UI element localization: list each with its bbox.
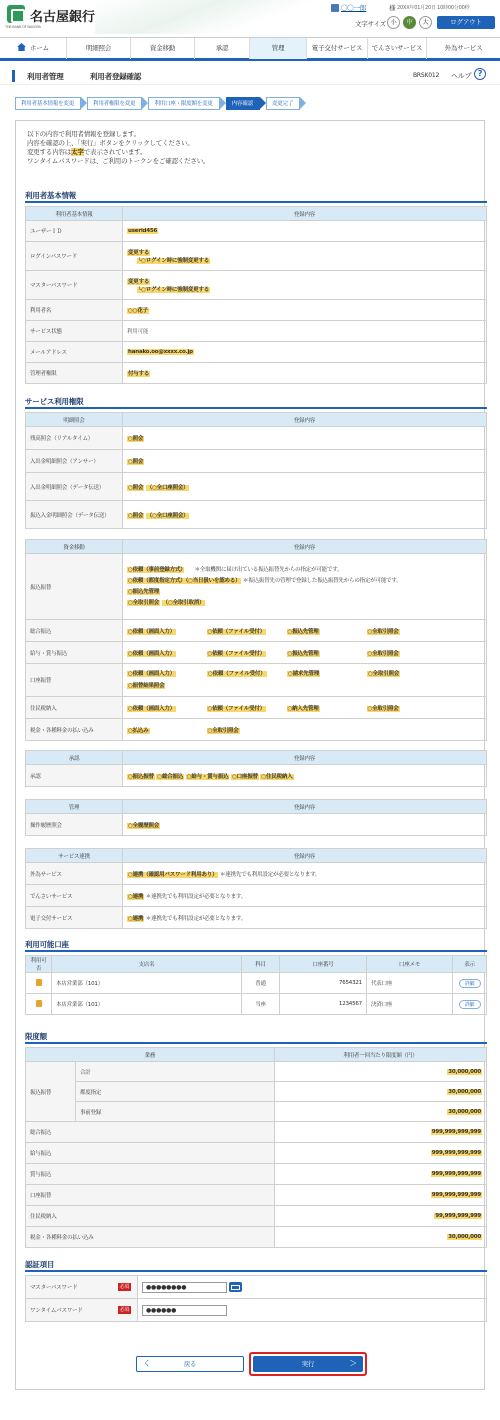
row-value [274,1206,486,1227]
perm-value: ○照会 [128,512,144,519]
row-value [274,1062,486,1082]
limits-h1: 業務 [26,1048,275,1062]
table-row [26,814,487,836]
intro-line-2: 内容を確認の上、「実行」ボタンをクリックしてください。 [27,139,194,147]
row-label: 承認 [26,765,123,787]
acc-h: 支店名 [52,956,242,973]
table-row [26,473,487,501]
limit-value: 30,000,000 [448,1234,481,1240]
renkei-h2: 登録内容 [123,849,487,863]
row-label: 給与振込 [26,1143,275,1164]
otp-input[interactable]: ●●●●●● [142,1305,227,1316]
row-value [123,907,487,929]
intro-bold: 太字 [71,148,84,156]
acc-h: 科目 [242,956,280,973]
manage-h2: 登録内容 [123,800,487,814]
row-value [123,814,487,836]
perm-value: ○振込先管理 [287,650,319,657]
row-value [123,363,487,384]
chevron-right-icon: ＞ [349,1359,357,1368]
row-label: 外為サービス [26,863,123,885]
table-row [26,342,487,363]
row-value [123,554,487,620]
perm-value: ○納入先管理 [287,705,319,712]
perm-value: ○依頼（画面入力） [128,628,175,635]
font-large-button[interactable]: 大 [419,16,432,29]
auth-table [25,1275,487,1322]
row-value [123,427,487,450]
user-suffix: 様 [389,4,396,12]
perm-value: ○請求先管理 [288,671,320,677]
table-row [26,1206,487,1227]
user-name[interactable]: 〇〇一郎 [341,4,367,12]
step-4-current: 内容確認 [226,97,260,110]
back-button[interactable] [136,1356,244,1372]
cell [203,642,283,664]
acc-h: 表示 [453,956,487,973]
table-row [26,427,487,450]
account-check-icon [36,979,42,986]
user-icon [331,4,339,12]
row-value [123,271,487,300]
screen-code: BRSK012 [413,72,440,79]
step-3: 利用口座・限度額を変更 [148,97,219,110]
row-value [274,1227,486,1248]
cell [123,697,203,719]
intro-line-4: ワンタイムパスワードは、ご利用のトークンをご確認ください。 [27,157,210,165]
basic-h2: 登録内容 [123,207,487,221]
limit-value: 30,000,000 [448,1068,481,1075]
bank-name: 名古屋銀行 [30,10,96,25]
row-value [274,1164,486,1185]
perm-value: ○口座振替 [232,773,258,780]
row-label: 口座振替 [26,1185,275,1206]
account-number: 7654321 [280,973,367,994]
row-label: 操作履歴照会 [26,814,123,836]
fund-h2: 登録内容 [123,540,487,554]
table-row [26,450,487,473]
table-row [26,242,487,271]
limits-title: 限度額 [25,1032,47,1041]
basic-info-table [25,206,487,384]
row-label: 残高照会（リアルタイム） [26,427,123,450]
section-title: 利用者管理 [27,72,64,81]
row-label: 振込振替 [26,1062,76,1122]
bank-logo-icon [7,5,25,23]
chevron-left-icon: く [143,1359,151,1368]
branch: 本店営業部（101） [52,994,242,1015]
perm-value: ○総合振込 [157,773,184,780]
account-number: 1234567 [280,994,367,1015]
cell [203,697,283,719]
furikomi-kanri: ○振込先管理 [128,588,160,595]
basic-info-title: 利用者基本情報 [25,191,77,200]
main-nav [0,37,500,61]
row-label: メールアドレス [26,342,123,363]
account-memo: 代表口座 [367,973,453,994]
table-row [26,620,487,642]
acc-h: 利用可否 [26,956,52,973]
software-keyboard-icon[interactable] [229,1282,242,1292]
nav-shonin[interactable]: 承認 [195,38,250,59]
nav-kanri[interactable]: 管理 [250,38,307,59]
intro-line-3 [27,148,209,157]
perm-value: ○振込先管理 [287,628,319,635]
table-row [26,719,487,741]
approval-h2: 登録内容 [123,751,487,765]
subject: 普通 [242,973,280,994]
table-row [26,321,487,342]
row-label: 入出金明細照会（データ伝送） [26,473,123,501]
header-decoration [95,0,325,34]
table-row [26,1276,487,1299]
row-label: 口座振替 [26,664,123,697]
perm-value: ○全履歴照会 [128,822,160,829]
master-pw-change: 変更する [128,279,150,285]
table-row [26,1185,487,1206]
help-link[interactable]: ヘルプ [451,72,472,80]
renkei-note: ＊連携先でも利用設定が必要となります。 [145,915,247,922]
back-label: 戻る [183,1360,197,1368]
fund-table [25,539,487,741]
perm-value: ○連携 [128,893,144,900]
cell [283,697,363,719]
perm-value: ○依頼（ファイル受付） [208,671,266,677]
row-label: ユーザーＩＤ [26,221,123,242]
limit-value: 99,999,999,999 [435,1213,481,1219]
row-label: ログインパスワード [26,242,123,271]
login-datetime: 20XX年01月20日 10時00分00秒 [397,5,470,11]
furikomi-jizen: ○依頼（事前登録方式） [128,566,183,573]
row-value [274,1122,486,1143]
row-value [123,885,487,907]
table-row [26,697,487,719]
row-label: 入出金明細照会（アンサー） [26,450,123,473]
row-label: 振込入金明細照会（データ伝送） [26,501,123,529]
limit-value: 30,000,000 [448,1108,481,1115]
table-row [26,1122,487,1143]
detail-button[interactable]: 詳細 [459,1000,481,1009]
limit-value: 999,999,999,999 [431,1129,481,1135]
cell [118,1299,138,1322]
row-value [123,473,487,501]
perm-value: ○連携 [128,915,144,922]
login-pw-change: 変更する [128,250,150,256]
perm-value: ○依頼（ファイル受付） [207,705,265,712]
cell [123,642,203,664]
perm-value: ○依頼（ファイル受付） [207,650,265,657]
table-row [26,363,487,384]
service-title: サービス利用権限 [25,397,84,406]
sub-label: 合計 [76,1062,275,1082]
accounts-line [25,950,487,952]
perm-value: ○依頼（画面入力） [128,671,175,677]
row-value [274,1102,486,1122]
table-row [26,1082,487,1102]
auth-title: 認証項目 [25,1260,55,1269]
furikomi-note-2: ＊振込振替先の管理で登録した振込振替先からの指定が可能です。 [243,577,402,584]
cell [363,642,487,664]
cell [363,697,487,719]
limits-h2: 利用者一回当たり限度額（円） [274,1048,486,1062]
cell [123,620,203,642]
row-label: 振込振替 [26,554,123,620]
nav-home[interactable] [0,38,67,59]
perm-value: ○全取引照会 [207,727,239,734]
cell [138,1276,487,1299]
limits-table [25,1047,487,1248]
perm-value: ○依頼（画面入力） [128,650,175,657]
perm-value: ○全取引照会 [367,705,399,712]
table-row [26,664,487,697]
meisai-table [25,412,487,529]
fund-h1: 資金移動 [26,540,123,554]
renkei-h1: サービス連携 [26,849,123,863]
approval-table [25,750,487,787]
master-password-input[interactable]: ●●●●●●●● [142,1282,227,1293]
title-accent [12,70,15,82]
perm-value: ○振替結果照会 [128,683,165,689]
table-row [26,271,487,300]
row-label: でんさいサービス [26,885,123,907]
nav-densai[interactable]: でんさいサービス [368,38,427,59]
sub-label: 都度指定 [76,1082,275,1102]
header [0,0,500,36]
intro-3a: 変更する内容は [27,148,72,156]
nav-home-label: ホーム [30,44,49,52]
otp-label: ワンタイムパスワード [26,1299,118,1322]
sub-label: 事前登録 [76,1102,275,1122]
cell [203,719,487,741]
row-value [274,1143,486,1164]
userid-value: userid456 [128,228,158,234]
table-row [26,1164,487,1185]
furikomi-shokai: ○全取引照会 [128,599,160,606]
perm-value: ○住民税納入 [261,773,293,780]
perm-value: ○振込振替 [128,773,154,780]
row-value [274,1185,486,1206]
table-row [26,1062,487,1082]
email-value: hanako.oo@xxxx.co.jp [128,349,193,355]
row-label: 住民税納入 [26,1206,275,1227]
branch: 本店営業部（101） [52,973,242,994]
admin-value: 付与する [128,371,150,377]
limit-value: 999,999,999,999 [431,1192,481,1198]
step-indicator [15,97,306,110]
row-value [123,342,487,363]
cell [203,620,283,642]
required-badge: 必須 [119,1284,130,1290]
cell [363,620,487,642]
font-size-label: 文字サイズ [355,20,386,28]
perm-value: ○全取引照会 [368,671,400,677]
perm-value: ○照会 [128,484,144,491]
intro-3b: で表示されています。 [83,148,147,156]
table-row [26,300,487,321]
table-row [26,973,487,994]
furikomi-note-1: ＊全取機関に届け出ている振込振替先からの指定が可能です。 [194,566,343,573]
font-medium-button[interactable]: 中 [403,16,416,29]
nav-meisai[interactable]: 明細照会 [67,38,131,59]
limit-value: 999,999,999,999 [431,1171,481,1177]
cell [283,642,363,664]
row-label: 総合振込 [26,1122,275,1143]
service-line [25,407,487,409]
row-label: 税金・各種料金の払い込み [26,719,123,741]
row-label: 賞与振込 [26,1164,275,1185]
limit-value: 999,999,999,999 [431,1150,481,1156]
accounts-table [25,955,487,1015]
perm-value: ○連携（確認用パスワード利用あり） [128,871,218,878]
table-row [26,1227,487,1248]
row-label: 電子交付サービス [26,907,123,929]
renkei-note: ＊連携先でも利用設定が必要となります。 [219,871,321,878]
table-row [26,907,487,929]
perm-value: ○給与・賞与振込 [186,773,229,780]
table-row [26,1102,487,1122]
cell [283,620,363,642]
cell [123,664,487,697]
table-row [26,863,487,885]
limits-line [25,1042,487,1044]
row-value [123,221,487,242]
nav-shikin[interactable]: 資金移動 [131,38,195,59]
manage-h1: 管理 [26,800,123,814]
nav-denshi[interactable]: 電子交付サービス [307,38,368,59]
execute-button[interactable] [253,1356,363,1372]
master-pw-force: └○ログイン時に強制変更する [138,287,210,293]
cell [26,973,52,994]
table-row [26,554,487,620]
row-label: 税金・各種料金の払い込み [26,1227,275,1248]
page-title: 利用者登録確認 [90,72,142,81]
row-label: 管理者権限 [26,363,123,384]
required-badge: 必須 [119,1307,130,1313]
renkei-note: ＊連携先でも利用設定が必要となります。 [145,893,247,900]
table-row [26,1299,487,1322]
row-label: マスターパスワード [26,271,123,300]
title-bar [0,67,500,85]
step-1: 利用者基本情報を変更 [15,97,81,110]
acc-h: 口座メモ [367,956,453,973]
step-2: 利用者権限を変更 [87,97,142,110]
intro-line-1: 以下の内容で利用者情報を登録します。 [27,130,140,138]
step-5: 変更完了 [266,97,300,110]
intro-text [27,130,209,166]
nav-gaitame[interactable]: 外為サービス [444,44,483,52]
table-row [26,994,487,1015]
perm-value: ○依頼（画面入力） [128,705,175,712]
manage-table [25,799,487,836]
subject: 当座 [242,994,280,1015]
cell [118,1276,138,1299]
table-row [26,885,487,907]
logout-button[interactable]: ログアウト [437,16,495,29]
row-value [123,242,487,271]
master-pw-label: マスターパスワード [26,1276,118,1299]
accounts-title: 利用可能口座 [25,940,69,949]
auth-line [25,1270,487,1272]
furikomi-torikeshi: （○全取引取消） [162,599,205,606]
exec-label: 実行 [301,1360,315,1368]
table-row [26,765,487,787]
service-status-value: 利用可能 [123,321,487,342]
account-memo: 決済口座 [367,994,453,1015]
perm-value: ○依頼（ファイル受付） [207,628,265,635]
cell [138,1299,487,1322]
bank-sub: THE BANK OF NAGOYA [5,25,41,29]
meisai-h2: 登録内容 [123,413,487,427]
detail-button[interactable]: 詳細 [459,979,481,988]
acc-h: 口座番号 [280,956,367,973]
row-value [123,450,487,473]
cell [453,973,487,994]
user-name-value: ○○花子 [128,308,148,314]
home-icon [17,43,26,51]
row-value [123,765,487,787]
row-value [123,501,487,529]
perm-value: ○全取引照会 [367,628,399,635]
help-icon[interactable]: ? [474,68,486,80]
limit-value: 30,000,000 [448,1088,481,1095]
row-label: 利用者名 [26,300,123,321]
meisai-h1: 明細照会 [26,413,123,427]
row-label: 給与・賞与振込 [26,642,123,664]
perm-value: ○照会 [128,459,144,465]
row-label: 総合振込 [26,620,123,642]
perm-value: ○払込み [128,727,149,734]
row-label: サービス状態 [26,321,123,342]
basic-info-line [25,201,487,203]
perm-value-2: （○全口座照会） [146,484,189,491]
login-pw-force: └○ログイン時に強制変更する [138,258,210,264]
row-value [123,863,487,885]
table-row [26,642,487,664]
table-row [26,1143,487,1164]
cell [453,994,487,1015]
table-row [26,501,487,529]
renkei-table [25,848,487,929]
perm-value: ○全取引照会 [367,650,399,657]
row-label: 住民税納入 [26,697,123,719]
perm-value-2: （○全口座照会） [146,512,189,519]
approval-h1: 承認 [26,751,123,765]
row-value [123,300,487,321]
font-small-button[interactable]: 小 [387,16,400,29]
cell [26,994,52,1015]
row-value [274,1082,486,1102]
furikomi-tsudo: ○依頼（都度指定方式）（○当日扱いを認める） [128,577,241,584]
cell [123,719,203,741]
table-row [26,221,487,242]
basic-h1: 利用者基本情報 [26,207,123,221]
account-check-icon [36,1000,42,1007]
perm-value: ○照会 [128,436,144,442]
